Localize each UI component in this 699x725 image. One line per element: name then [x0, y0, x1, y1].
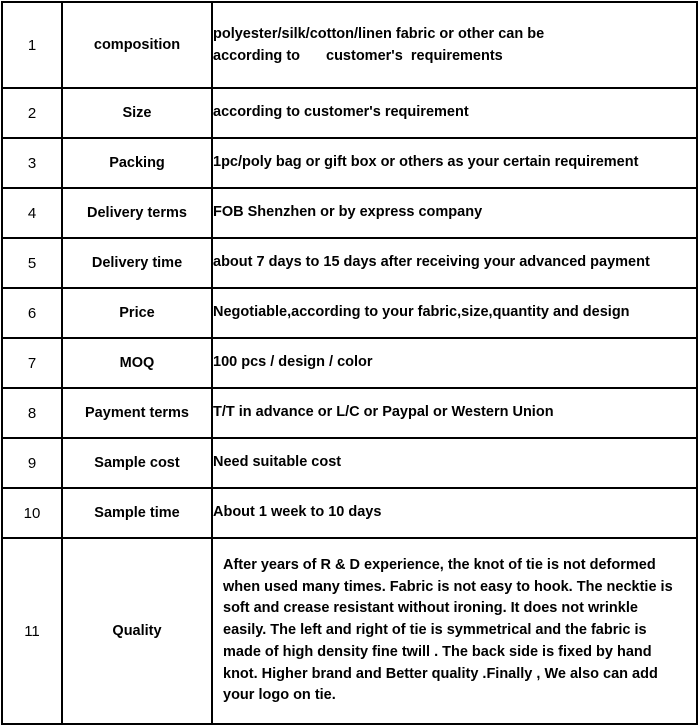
row-item-label: Payment terms — [62, 388, 212, 438]
table-row — [2, 188, 697, 238]
row-number: 5 — [2, 238, 62, 288]
row-number: 11 — [2, 538, 62, 724]
row-item-label: Packing — [62, 138, 212, 188]
description-line-1: polyester/silk/cotton/linen fabric or other can be — [213, 25, 545, 42]
table-row — [2, 388, 697, 438]
table-row — [2, 438, 697, 488]
row-description: About 1 week to 10 days — [212, 488, 697, 538]
table-row — [2, 88, 697, 138]
product-specification-table — [1, 1, 698, 725]
table-row — [2, 288, 697, 338]
row-number: 4 — [2, 188, 62, 238]
row-item-label: Quality — [62, 538, 212, 724]
table-body — [2, 2, 697, 724]
row-description: 1pc/poly bag or gift box or others as your certain requirement — [212, 138, 697, 188]
row-item-label: composition — [62, 2, 212, 88]
table-row — [2, 488, 697, 538]
row-item-label: Delivery time — [62, 238, 212, 288]
table-row — [2, 538, 697, 724]
description-line-2-part-3: requirements — [410, 48, 503, 64]
row-description: FOB Shenzhen or by express company — [212, 188, 697, 238]
row-description: about 7 days to 15 days after receiving your advanced payment — [212, 238, 697, 288]
row-description — [212, 2, 697, 88]
row-item-label: Sample cost — [62, 438, 212, 488]
row-description: Need suitable cost — [212, 438, 697, 488]
row-number: 1 — [2, 2, 62, 88]
row-number: 9 — [2, 438, 62, 488]
row-description: After years of R & D experience, the knot of tie is not deformed when used many times. Fabric is not easy to hook. The necktie is soft and crease resistant without ironing. It does not wrinkle easily. The left and right of tie is symmetrical and the fabric is made of high density fine twill . The back side is fixed by hand knot. Higher brand and Better quality .Finally , We also can add your logo on tie. — [212, 538, 697, 724]
row-item-label: Price — [62, 288, 212, 338]
description-line-2 — [213, 45, 696, 67]
row-number: 2 — [2, 88, 62, 138]
row-item-label: MOQ — [62, 338, 212, 388]
description-line-2-part-2: customer's — [326, 48, 403, 64]
table-row — [2, 238, 697, 288]
row-number: 10 — [2, 488, 62, 538]
row-number: 8 — [2, 388, 62, 438]
table-row — [2, 2, 697, 88]
row-number: 6 — [2, 288, 62, 338]
table-row — [2, 138, 697, 188]
row-item-label: Sample time — [62, 488, 212, 538]
row-description: Negotiable,according to your fabric,size,quantity and design — [212, 288, 697, 338]
table-row — [2, 338, 697, 388]
description-line-2-part-1: according to — [213, 48, 301, 64]
row-number: 3 — [2, 138, 62, 188]
row-description: according to customer's requirement — [212, 88, 697, 138]
row-item-label: Delivery terms — [62, 188, 212, 238]
row-description: T/T in advance or L/C or Paypal or Western Union — [212, 388, 697, 438]
row-item-label: Size — [62, 88, 212, 138]
row-number: 7 — [2, 338, 62, 388]
row-description: 100 pcs / design / color — [212, 338, 697, 388]
